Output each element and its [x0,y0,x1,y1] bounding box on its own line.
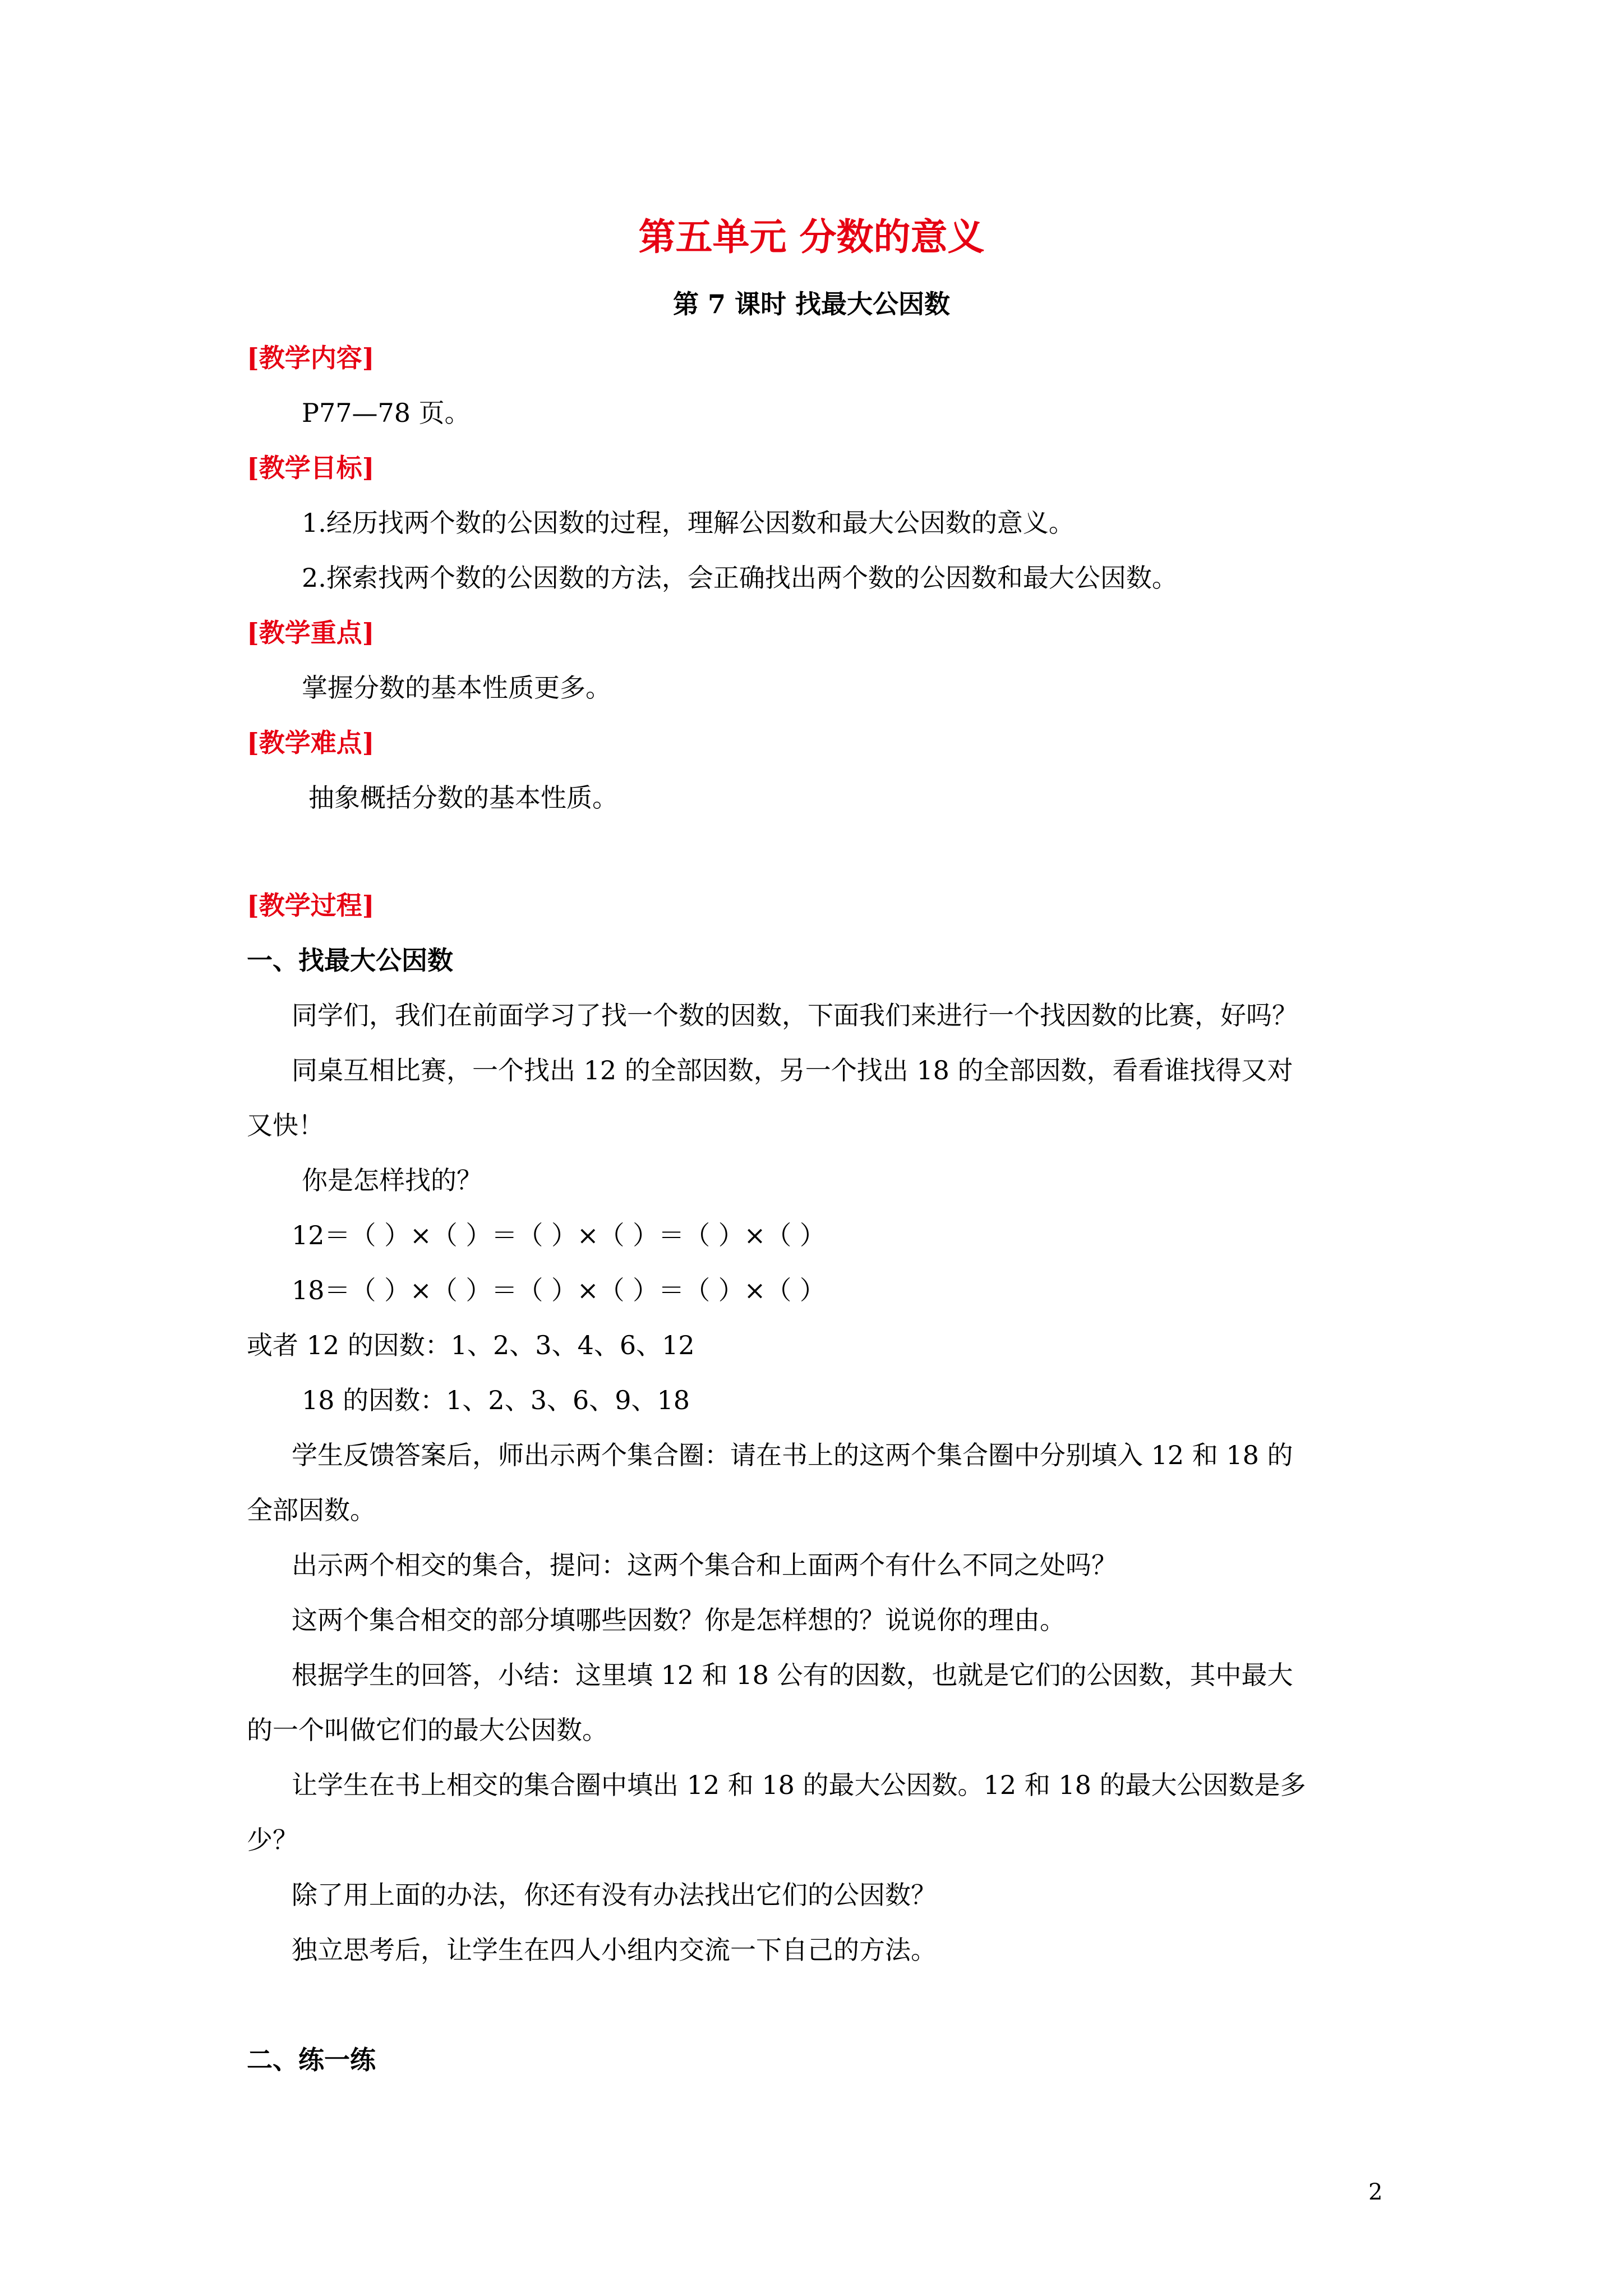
process-line: 又快！ [247,1110,324,1140]
process-line: 出示两个相交的集合，提问：这两个集合和上面两个有什么不同之处吗？ [292,1550,1117,1580]
equation-line: 12＝（ ）×（ ）＝（ ）×（ ）＝（ ）×（ ） [292,1220,826,1250]
key-point-line: 掌握分数的基本性质更多。 [302,673,611,703]
process-line: 独立思考后，让学生在四人小组内交流一下自己的方法。 [292,1935,937,1965]
factor-line: 或者 12 的因数：1、2、3、4、6、12 [247,1330,695,1360]
process-line: 少？ [247,1825,298,1855]
process-line: 根据学生的回答，小结：这里填 12 和 18 公有的因数，也就是它们的公因数，其中最大 [292,1660,1293,1690]
section-heading-content: [教学内容] [247,343,375,373]
goal-line: 2.探索找两个数的公因数的方法，会正确找出两个数的公因数和最大公因数。 [302,563,1178,593]
section-heading-goals: [教学目标] [247,453,375,483]
process-line: 让学生在书上相交的集合圈中填出 12 和 18 的最大公因数。12 和 18 的最大公因数是多 [292,1770,1306,1800]
process-line: 你是怎样找的？ [302,1165,482,1195]
process-line: 全部因数。 [247,1495,376,1525]
section-heading-process: [教学过程] [247,890,375,921]
process-line: 这两个集合相交的部分填哪些因数？你是怎样想的？说说你的理由。 [292,1605,1066,1635]
section-heading-difficulty: [教学难点] [247,728,375,758]
section-heading-key-point: [教学重点] [247,618,375,648]
process-line: 除了用上面的办法，你还有没有办法找出它们的公因数？ [292,1880,937,1910]
process-line: 学生反馈答案后，师出示两个集合圈：请在书上的这两个集合圈中分别填入 12 和 18 的 [292,1440,1293,1470]
process-line: 同桌互相比赛，一个找出 12 的全部因数，另一个找出 18 的全部因数，看看谁找得又对 [292,1055,1293,1085]
part1-heading: 一、找最大公因数 [247,945,453,976]
lesson-title: 第 7 课时 找最大公因数 [672,289,951,319]
unit-title: 第五单元 分数的意义 [638,215,985,259]
goal-line: 1.经历找两个数的公因数的过程，理解公因数和最大公因数的意义。 [302,508,1075,538]
content-line: P77—78 页。 [302,398,471,428]
part2-heading: 二、练一练 [247,2045,376,2075]
process-line: 同学们，我们在前面学习了找一个数的因数，下面我们来进行一个找因数的比赛，好吗？ [292,1000,1298,1030]
equation-line: 18＝（ ）×（ ）＝（ ）×（ ）＝（ ）×（ ） [292,1275,826,1305]
factor-line: 18 的因数：1、2、3、6、9、18 [302,1385,690,1415]
page-number: 2 [1368,2179,1383,2205]
process-line: 的一个叫做它们的最大公因数。 [247,1715,608,1745]
difficulty-line: 抽象概括分数的基本性质。 [308,783,618,813]
